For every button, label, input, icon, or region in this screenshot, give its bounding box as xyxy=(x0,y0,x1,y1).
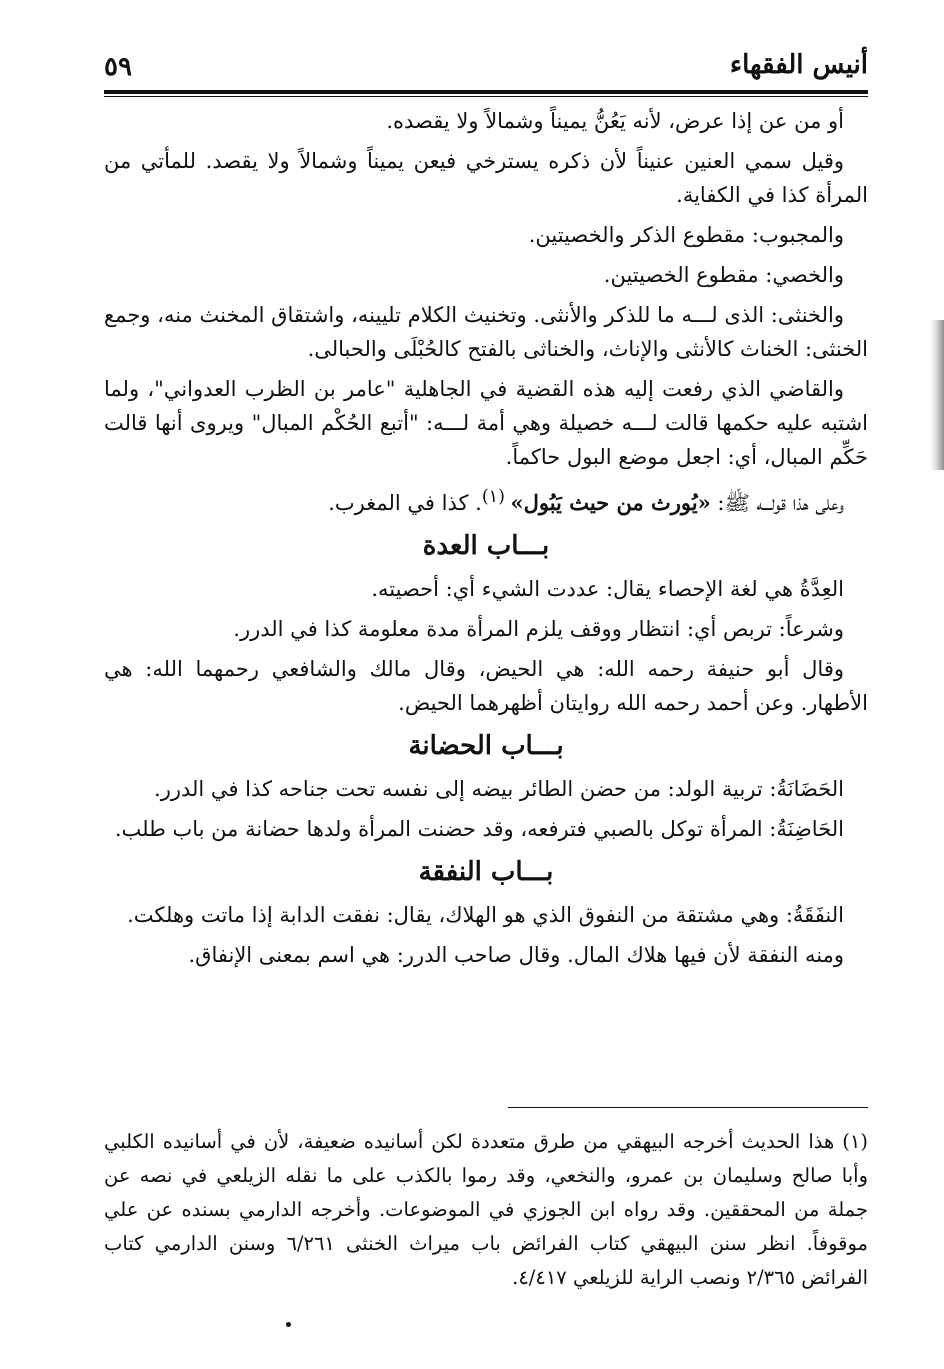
paragraph: والخصي: مقطوع الخصيتين. xyxy=(603,263,844,287)
main-text xyxy=(104,104,868,978)
header-divider xyxy=(104,90,868,97)
paragraph: النفَقَةُ: وهي مشتقة من النفوق الذي هو الهلاك، يقال: نفقت الدابة إذا ماتت وهلكت. xyxy=(127,903,844,927)
paragraph: العِدَّةُ هي لغة الإحصاء يقال: عددت الشيء أي: أحصيته. xyxy=(371,577,844,601)
paragraph: وقيل سمي العنين عنيناً لأن ذكره يسترخي فيعن يميناً وشمالاً ولا يقصد. للمأتي من المرأة كذا في الكفاية. xyxy=(104,149,868,207)
paragraph: وشرعاً: تربص أي: انتظار ووقف يلزم المرأة مدة معلومة كذا في الدرر. xyxy=(233,617,844,641)
section-heading-hadana: بـــاب الحضانة xyxy=(408,731,564,761)
paragraph: والخنثى: الذى لـــه ما للذكر والأنثى. وتخنيث الكلام تليينه، واشتقاق المخنث منه، وجمع الخنثى: الخناث كالأنثى والإناث، والخناثى بالفتح كالحُبْلَى والحبالى. xyxy=(104,303,868,361)
paragraph-text: وعلى هذا قولـــه ﷺ: xyxy=(710,491,844,515)
section-heading-idda: بـــاب العدة xyxy=(422,531,550,561)
paragraph: والمجبوب: مقطوع الذكر والخصيتين. xyxy=(528,223,844,247)
scan-edge-shadow xyxy=(930,320,944,470)
stray-dot xyxy=(286,1322,291,1327)
hadith-quote: «يُورث من حيث يَبُول» xyxy=(510,490,711,515)
paragraph: الحَضَانَةُ: تربية الولد: من حضن الطائر بيضه إلى نفسه تحت جناحه كذا في الدرر. xyxy=(154,777,844,801)
footnote-text: (١) هذا الحديث أخرجه البيهقي من طرق متعددة لكن أسانيده ضعيفة، لأن في أسانيده الكلبي وأبا صالح وسليمان بن عمرو، والنخعي، وقد رموا بالكذب على ما نقله الزيلعي في نصه عن جملة من المحققين. وقد رواه ابن الجوزي في الموضوعات. وأخرجه الدارمي بسنده عن علي موقوفاً. انظر سنن البيهقي كتاب الفرائض باب ميراث الخنثى ٦/٢٦١ وسنن الدارمي كتاب الفرائض ٢/٣٦٥ ونصب الراية للزيلعي ٤/٤١٧. xyxy=(104,1130,868,1289)
paragraph: أو من عن إذا عرض، لأنه يَعُنُّ يميناً وشمالاً ولا يقصده. xyxy=(386,109,844,133)
paragraph: الحَاضِنَةُ: المرأة توكل بالصبي فترفعه، وقد حضنت المرأة ولدها حضانة من باب طلب. xyxy=(114,817,844,841)
footnote-reference: (١) xyxy=(481,487,511,507)
paragraph-text: . كذا في المغرب. xyxy=(328,491,482,515)
running-title: أنيس الفقهاء xyxy=(729,50,868,80)
paragraph: وقال أبو حنيفة رحمه الله: هي الحيض، وقال مالك والشافعي رحمهما الله: هي الأطهار. وعن أحمد رحمه الله روايتان أظهرهما الحيض. xyxy=(104,657,868,715)
footnotes xyxy=(104,1125,868,1301)
footnote-divider xyxy=(508,1107,868,1108)
paragraph-hadith xyxy=(104,480,868,520)
page-header xyxy=(104,40,868,90)
section-heading-nafaqa: بـــاب النفقة xyxy=(418,857,554,887)
book-page xyxy=(104,40,868,1340)
paragraph: ومنه النفقة لأن فيها هلاك المال. وقال صاحب الدرر: هي اسم بمعنى الإنفاق. xyxy=(188,943,844,967)
page-number: ٥٩ xyxy=(104,52,132,82)
paragraph: والقاضي الذي رفعت إليه هذه القضية في الجاهلية "عامر بن الظرب العدواني"، ولما اشتبه عليه حكمها قالت لـــه خصيلة وهي أمة لـــه: "أتبع الحُكْم المبال" ويروى أنها قالت حَكِّم المبال، أي: اجعل موضع البول حاكماً. xyxy=(104,377,868,469)
